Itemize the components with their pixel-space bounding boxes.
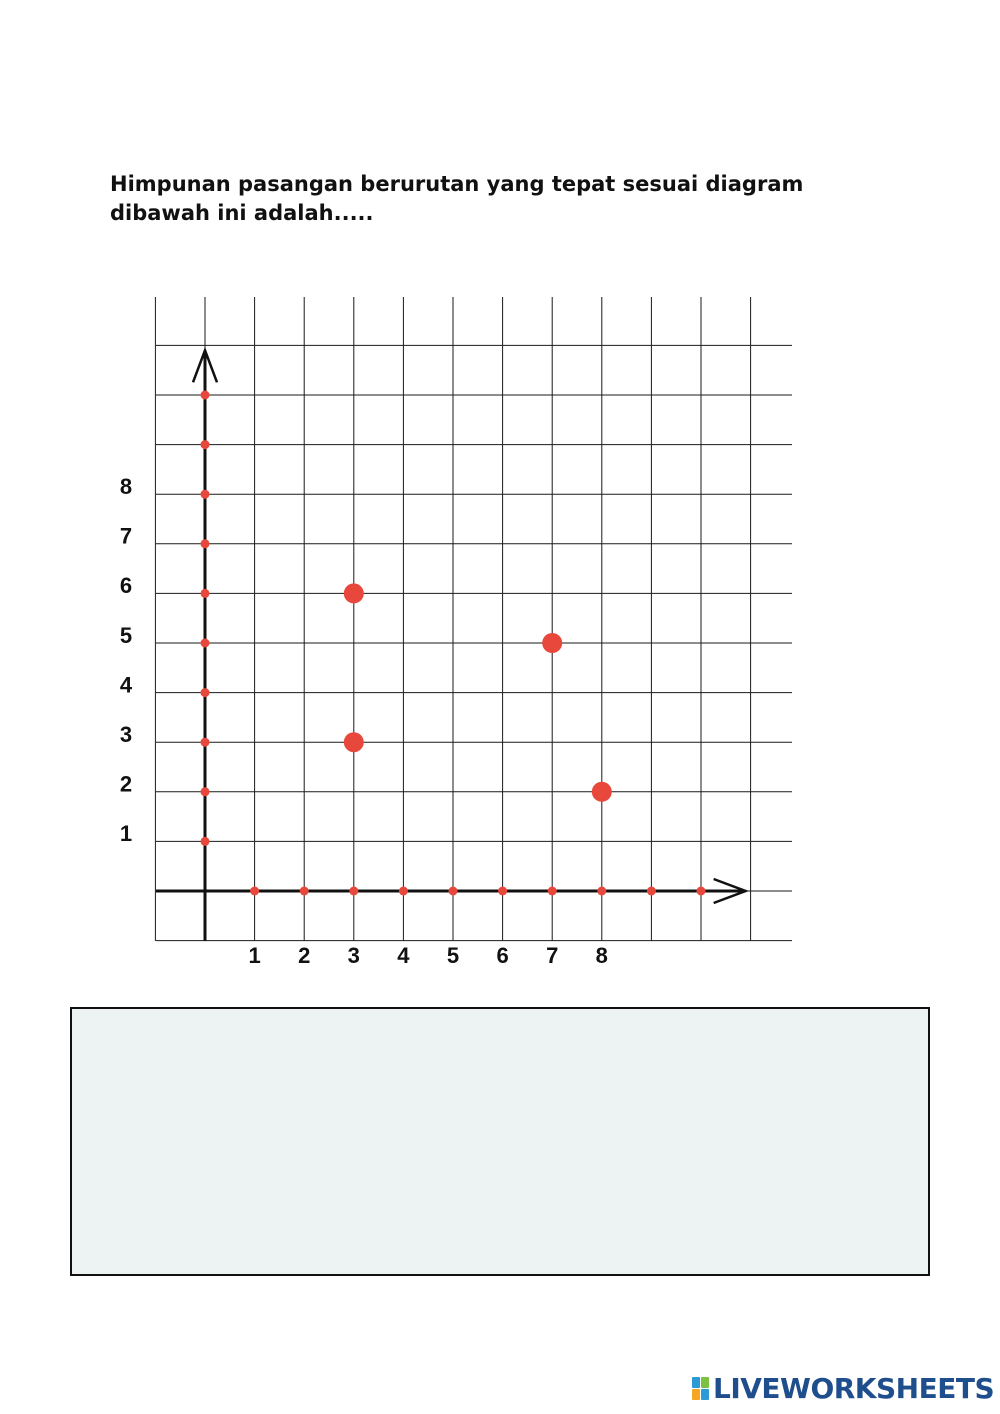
- data-point: [542, 633, 562, 653]
- y-axis-tick-dot: [201, 738, 210, 747]
- liveworksheets-logo-icon: [692, 1377, 709, 1400]
- x-axis-tick-dot: [697, 887, 706, 896]
- tick-labels: [120, 474, 608, 968]
- y-axis-tick-dot: [201, 490, 210, 499]
- answer-input-box[interactable]: [70, 1007, 930, 1276]
- x-axis-tick-dot: [250, 887, 259, 896]
- x-axis-tick-dot: [498, 887, 507, 896]
- x-axis-tick-dot: [349, 887, 358, 896]
- x-axis-tick-dot: [597, 887, 606, 896]
- y-tick-label: 8: [119, 474, 133, 500]
- brand-text: LIVEWORKSHEETS: [713, 1372, 995, 1405]
- y-tick-label: 7: [119, 523, 133, 549]
- x-tick-label: 2: [298, 943, 311, 968]
- y-tick-label: 6: [119, 573, 133, 599]
- x-axis-tick-dot: [449, 887, 458, 896]
- data-point: [592, 782, 612, 802]
- y-axis-tick-dot: [201, 787, 210, 796]
- y-axis-tick-dot: [201, 440, 210, 449]
- y-tick-label: 1: [119, 821, 133, 847]
- axes: [156, 350, 746, 941]
- y-axis-tick-dot: [201, 391, 210, 400]
- x-tick-label: 1: [248, 943, 261, 968]
- grid-lines: [155, 297, 792, 941]
- y-axis-tick-dot: [201, 539, 210, 548]
- x-axis-tick-dot: [647, 887, 656, 896]
- data-point: [344, 732, 364, 752]
- y-axis-tick-dot: [201, 589, 210, 598]
- question-text: Himpunan pasangan berurutan yang tepat sesuai diagram dibawah ini adalah.....: [110, 172, 804, 225]
- x-tick-label: 3: [347, 943, 360, 968]
- x-axis-tick-dot: [399, 887, 408, 896]
- y-tick-label: 3: [119, 722, 133, 748]
- brand-logo: [692, 1372, 994, 1405]
- x-axis-tick-dot: [300, 887, 309, 896]
- y-tick-label: 5: [119, 622, 133, 648]
- x-axis-tick-dot: [548, 887, 557, 896]
- data-point: [344, 583, 364, 603]
- x-tick-label: 5: [446, 943, 460, 968]
- x-tick-label: 7: [546, 943, 559, 968]
- y-tick-label: 4: [119, 672, 133, 698]
- y-axis-tick-dot: [201, 639, 210, 648]
- y-axis-tick-dot: [201, 688, 210, 697]
- x-tick-label: 8: [595, 943, 608, 968]
- x-tick-label: 6: [496, 943, 509, 968]
- y-tick-label: 2: [119, 771, 133, 797]
- y-axis-tick-dot: [201, 837, 210, 846]
- x-tick-label: 4: [397, 943, 410, 968]
